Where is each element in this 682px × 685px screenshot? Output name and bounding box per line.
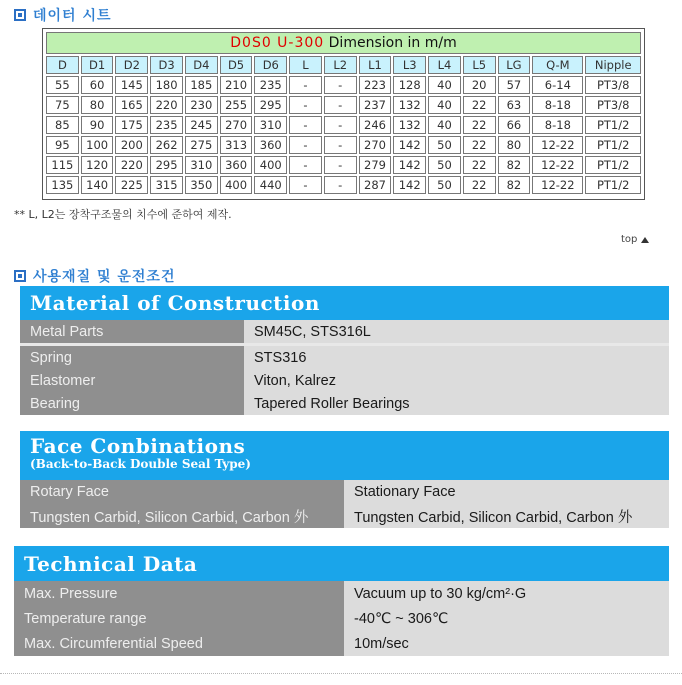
table-row	[46, 96, 641, 114]
column-header: D2	[115, 56, 148, 74]
table-cell: 20	[463, 76, 496, 94]
data-sheet-section-title	[14, 6, 112, 24]
model-code: D0S0 U-300	[230, 35, 325, 51]
column-header: L3	[393, 56, 426, 74]
arrow-up-icon	[641, 237, 649, 243]
property-key: Max. Circumferential Speed	[14, 631, 344, 656]
table-cell: 245	[185, 116, 218, 134]
technical-panel-header	[14, 546, 669, 581]
table-cell: 8-18	[532, 96, 583, 114]
property-key: Spring	[20, 346, 244, 369]
table-cell: 315	[150, 176, 183, 194]
table-cell: 12-22	[532, 156, 583, 174]
table-cell: 270	[220, 116, 253, 134]
table-cell: 22	[463, 156, 496, 174]
table-cell: 142	[393, 136, 426, 154]
property-value: Tapered Roller Bearings	[244, 392, 669, 415]
property-value: Viton, Kalrez	[244, 369, 669, 392]
column-header: D3	[150, 56, 183, 74]
property-value: Stationary Face	[344, 480, 669, 504]
property-row	[14, 606, 669, 631]
table-cell: 132	[393, 96, 426, 114]
table-cell: 132	[393, 116, 426, 134]
table-row	[46, 116, 641, 134]
table-cell: 287	[359, 176, 392, 194]
table-cell: 310	[254, 116, 287, 134]
column-header: LG	[498, 56, 531, 74]
property-key: Tungsten Carbid, Silicon Carbid, Carbon 外	[20, 504, 344, 528]
column-header: L4	[428, 56, 461, 74]
table-row	[46, 76, 641, 94]
table-cell: PT1/2	[585, 116, 641, 134]
table-cell: 50	[428, 176, 461, 194]
table-cell: 66	[498, 116, 531, 134]
table-cell: 200	[115, 136, 148, 154]
table-cell: 100	[81, 136, 114, 154]
top-link[interactable]	[621, 234, 649, 245]
footer-divider	[0, 673, 682, 674]
table-cell: 165	[115, 96, 148, 114]
table-cell: 82	[498, 156, 531, 174]
dimension-header-row	[46, 56, 641, 74]
table-cell: -	[324, 76, 357, 94]
table-cell: -	[289, 156, 322, 174]
material-panel-title: Material of Construction	[30, 291, 320, 315]
table-cell: PT3/8	[585, 76, 641, 94]
property-key: Elastomer	[20, 369, 244, 392]
dimension-table-frame	[42, 28, 645, 200]
table-cell: 440	[254, 176, 287, 194]
data-sheet-title-text: 데이터 시트	[33, 8, 112, 24]
table-cell: -	[289, 116, 322, 134]
property-key: Rotary Face	[20, 480, 344, 504]
technical-rows	[14, 581, 669, 656]
table-cell: 8-18	[532, 116, 583, 134]
square-bullet-icon	[14, 9, 26, 21]
table-cell: 115	[46, 156, 79, 174]
technical-panel	[14, 546, 669, 656]
property-row	[20, 320, 669, 343]
table-cell: 60	[81, 76, 114, 94]
table-cell: 128	[393, 76, 426, 94]
face-rows	[20, 480, 669, 528]
dimension-unit-label: Dimension in m/m	[328, 35, 457, 51]
property-key: Max. Pressure	[14, 581, 344, 606]
table-cell: -	[324, 116, 357, 134]
table-cell: 230	[185, 96, 218, 114]
square-bullet-icon	[14, 270, 26, 282]
table-cell: 180	[150, 76, 183, 94]
property-row	[20, 369, 669, 392]
face-panel-header	[20, 431, 669, 480]
table-cell: 50	[428, 156, 461, 174]
table-cell: 85	[46, 116, 79, 134]
property-row	[20, 392, 669, 415]
top-link-label: top	[621, 234, 638, 245]
face-panel-subtitle: (Back-to-Back Double Seal Type)	[30, 457, 251, 471]
table-cell: 40	[428, 96, 461, 114]
face-panel-title: Face Conbinations	[30, 434, 246, 458]
table-cell: 400	[220, 176, 253, 194]
table-cell: 80	[498, 136, 531, 154]
table-cell: 400	[254, 156, 287, 174]
table-cell: 210	[220, 76, 253, 94]
table-cell: 50	[428, 136, 461, 154]
table-row	[46, 176, 641, 194]
table-cell: -	[289, 136, 322, 154]
property-row	[20, 346, 669, 369]
column-header: D4	[185, 56, 218, 74]
table-cell: -	[324, 96, 357, 114]
table-cell: 63	[498, 96, 531, 114]
table-cell: 22	[463, 136, 496, 154]
table-cell: 55	[46, 76, 79, 94]
table-cell: 22	[463, 96, 496, 114]
table-cell: 235	[254, 76, 287, 94]
table-cell: 6-14	[532, 76, 583, 94]
property-value: 10m/sec	[344, 631, 669, 656]
property-value: Vacuum up to 30 kg/cm²·G	[344, 581, 669, 606]
property-row	[14, 631, 669, 656]
property-row	[20, 480, 669, 504]
table-cell: 246	[359, 116, 392, 134]
table-row	[46, 156, 641, 174]
table-cell: 275	[185, 136, 218, 154]
table-cell: 90	[81, 116, 114, 134]
table-cell: -	[289, 96, 322, 114]
property-key: Temperature range	[14, 606, 344, 631]
table-cell: 80	[81, 96, 114, 114]
table-cell: 145	[115, 76, 148, 94]
material-panel	[20, 286, 669, 415]
table-cell: 270	[359, 136, 392, 154]
table-cell: 360	[220, 156, 253, 174]
table-cell: 57	[498, 76, 531, 94]
table-cell: 262	[150, 136, 183, 154]
property-value: SM45C, STS316L	[244, 320, 669, 343]
column-header: Q-M	[532, 56, 583, 74]
table-cell: 279	[359, 156, 392, 174]
property-row	[14, 581, 669, 606]
material-rows	[20, 320, 669, 415]
table-cell: PT1/2	[585, 156, 641, 174]
table-cell: 295	[254, 96, 287, 114]
table-cell: 142	[393, 156, 426, 174]
dimension-table	[44, 30, 643, 196]
property-value: STS316	[244, 346, 669, 369]
table-cell: 75	[46, 96, 79, 114]
property-value: -40℃ ~ 306℃	[344, 606, 669, 631]
table-cell: -	[289, 176, 322, 194]
table-cell: 220	[115, 156, 148, 174]
table-cell: 40	[428, 116, 461, 134]
table-cell: 140	[81, 176, 114, 194]
table-cell: 82	[498, 176, 531, 194]
table-cell: 310	[185, 156, 218, 174]
column-header: L	[289, 56, 322, 74]
property-key: Metal Parts	[20, 320, 244, 343]
table-cell: 360	[254, 136, 287, 154]
table-cell: 295	[150, 156, 183, 174]
table-cell: 120	[81, 156, 114, 174]
table-row	[46, 136, 641, 154]
table-cell: PT3/8	[585, 96, 641, 114]
column-header: L2	[324, 56, 357, 74]
table-cell: -	[324, 156, 357, 174]
column-header: D1	[81, 56, 114, 74]
table-cell: 12-22	[532, 176, 583, 194]
table-cell: 95	[46, 136, 79, 154]
table-cell: 225	[115, 176, 148, 194]
column-header: L5	[463, 56, 496, 74]
column-header: L1	[359, 56, 392, 74]
table-cell: 12-22	[532, 136, 583, 154]
face-panel	[20, 431, 669, 528]
table-cell: PT1/2	[585, 176, 641, 194]
property-key: Bearing	[20, 392, 244, 415]
column-header: Nipple	[585, 56, 641, 74]
table-cell: 237	[359, 96, 392, 114]
dimension-table-title	[46, 32, 641, 54]
table-cell: -	[324, 136, 357, 154]
operating-title-text: 사용재질 및 운전조건	[33, 269, 176, 285]
column-header: D5	[220, 56, 253, 74]
dimension-note: ** L, L2는 장착구조물의 치수에 준하여 제작.	[14, 208, 232, 221]
property-value: Tungsten Carbid, Silicon Carbid, Carbon 外	[344, 504, 669, 528]
material-panel-header	[20, 286, 669, 320]
table-cell: 40	[428, 76, 461, 94]
table-cell: 175	[115, 116, 148, 134]
table-cell: -	[289, 76, 322, 94]
table-cell: 142	[393, 176, 426, 194]
technical-panel-title: Technical Data	[24, 551, 198, 576]
table-cell: 223	[359, 76, 392, 94]
table-cell: 235	[150, 116, 183, 134]
column-header: D	[46, 56, 79, 74]
operating-section-title	[14, 267, 175, 285]
table-cell: -	[324, 176, 357, 194]
table-cell: 22	[463, 176, 496, 194]
table-cell: PT1/2	[585, 136, 641, 154]
column-header: D6	[254, 56, 287, 74]
table-cell: 350	[185, 176, 218, 194]
table-cell: 185	[185, 76, 218, 94]
table-cell: 255	[220, 96, 253, 114]
property-row	[20, 504, 669, 528]
table-cell: 313	[220, 136, 253, 154]
table-cell: 220	[150, 96, 183, 114]
table-cell: 135	[46, 176, 79, 194]
table-cell: 22	[463, 116, 496, 134]
